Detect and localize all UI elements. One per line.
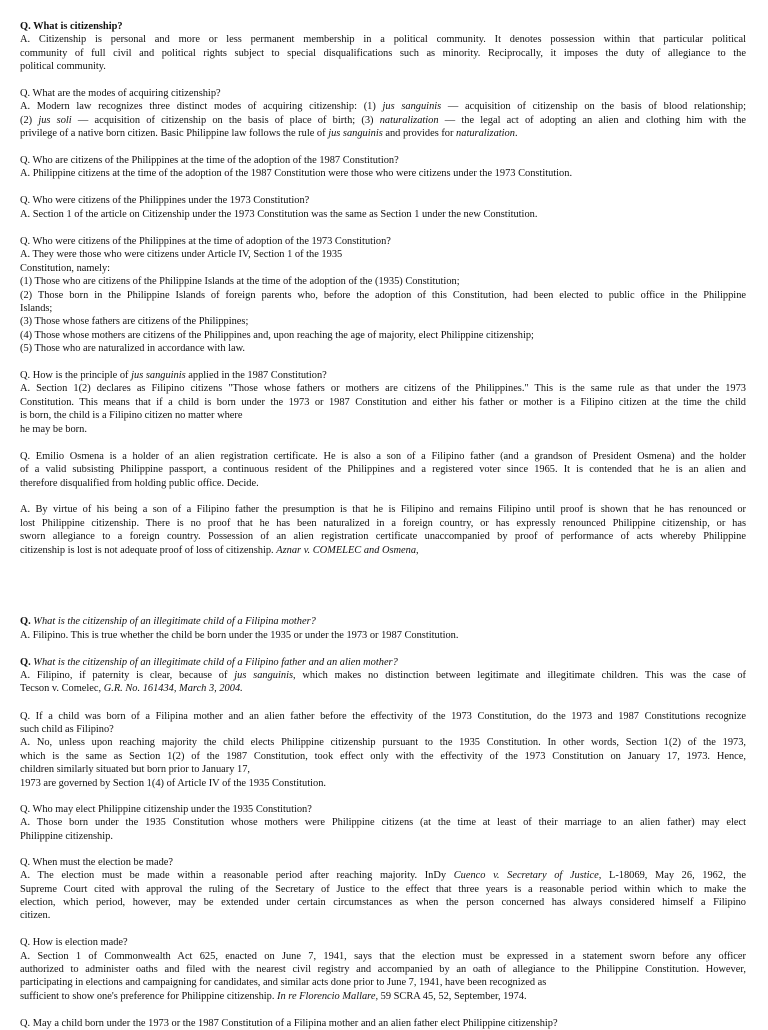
text-line [20,127,518,140]
text-line [20,342,245,355]
italic-term: Aznar v. COMELEC and Osmena, [276,545,419,556]
text-line [20,777,326,790]
question-marker: Q. [20,616,31,627]
text-line [20,763,250,776]
text-line [20,33,746,46]
text-line [20,803,312,816]
line-text: he may be born. [20,424,87,435]
italic-term: What is the citizenship of an illegitimate child of a Filipino father and an alien mother? [30,657,398,668]
line-text: Q. Who may elect Philippine citizenship under the 1935 Constitution? [20,804,312,815]
italic-term: In re Florencio Mallare, [277,991,379,1002]
text-line [20,463,746,476]
line-text: Q. Emilio Osmena is a holder of an alien registration certificate. He is also a son of a Filipino father (and a grandson of President Osmena) and the holder [20,451,746,462]
line-text: 1973 are governed by Section 1(4) of Article IV of the 1935 Constitution. [20,778,326,789]
line-text: therefore disqualified from holding public office. Decide. [20,478,259,489]
text-line [20,883,746,896]
text-line [20,669,746,682]
line-text: such child as Filipino? [20,724,114,735]
text-line [20,275,460,288]
text-line [20,47,746,60]
italic-term: jus sanguinis [234,670,294,681]
text-line [20,60,106,73]
text-line [20,517,746,530]
line-text: applied in the 1987 Constitution? [185,370,327,381]
line-text: Q. If a child was born of a Filipina mother and an alien father before the effectivity of the 1973 Constitution, do the 1973 and 1987 Constitutions recognize [20,711,746,722]
line-text: Supreme Court cited with approval the ruling of the Secretary of Justice to the effect that three years is a reasonable period within which to make the [20,884,746,895]
line-text: (5) Those who are naturalized in accordance with law. [20,343,246,354]
line-text: (2) Those born in the Philippine Islands of foreign parents who, before the adoption of this Constitution, had been elected to public office in the Philippine [20,290,746,301]
line-text: A. Section 1 of Commonwealth Act 625, enacted on June 7, 1941, says that the election must be expressed in a statement sworn before any officer [20,951,746,962]
text-line [20,990,527,1003]
text-line [20,396,746,409]
line-text: . [514,128,518,139]
italic-term: jus sanguinis [328,128,383,139]
italic-term: What is the citizenship of an illegitimate child of a Filipina mother? [30,616,316,627]
line-text: A. Citizenship is personal and more or less permanent membership in a political community. It denotes possession within that particular political [20,34,746,45]
line-text: lost Philippine citizenship. There is no proof that he has been naturalized in a foreign country, or has expressly renounced Philippine citizenship, or has [20,518,746,529]
line-text: — acquisition of citizenship on the basis of place of birth; (3) [71,115,380,126]
line-text: A. Modern law recognizes three distinct modes of acquiring citizenship: (1) [20,101,383,112]
line-text: Tecson v. Comelec [20,683,99,694]
text-line [20,315,248,328]
line-text: participating in elections and campaigning for candidates, and similar acts done prior to June 7, 1941, have been recognized as [20,977,547,988]
text-line [20,869,746,882]
text-line [20,167,572,180]
text-line [20,20,123,33]
text-line [20,154,399,167]
italic-term: naturalization [456,128,515,139]
text-line [20,369,327,382]
line-text: — the legal act of adopting an alien and clothing him with the [438,115,746,126]
line-text: A. Section 1(2) declares as Filipino citizens "Those whose fathers or mothers are citizens of the Philippines." This is the same rule as that under the 1973 [20,383,746,394]
line-text: Q. When must the election be made? [20,857,174,868]
question-marker: Q. What is citizenship? [20,21,123,32]
line-text: political community. [20,61,106,72]
question-marker: Q. [20,657,31,668]
line-text: election, which period, however, may be extended under certain circumstances as when the person concerned has always considered himself a Filipino [20,897,746,908]
line-text: privilege of a native born citizen. Basic Philippine law follows the rule of [20,128,329,139]
line-text: authorized to administer oaths and filed with the nearest civil registry and accompanied by an oath of allegiance to the Philippine Constitution. However, [20,964,746,975]
text-line [20,615,316,628]
line-text: A. Section 1 of the article on Citizenship under the 1973 Constitution was the same as Section 1 under the new Constitution. [20,209,538,220]
italic-term: , G.R. No. 161434, March 3, 2004. [98,683,243,694]
text-line [20,909,50,922]
text-line [20,656,398,669]
line-text: citizenship is lost is not adequate proof of loss of citizenship. [20,545,277,556]
line-text: community of full civil and political rights subject to special disqualifications such as minority. Reciprocally, it imposes the duty of allegiance to the [20,48,746,59]
text-line [20,194,309,207]
line-text: Q. Who are citizens of the Philippines at the time of the adoption of the 1987 Constitution? [20,155,399,166]
text-line [20,530,746,543]
text-line [20,235,391,248]
line-text: , which makes no distinction between legitimate and illegitimate children. This was the case of [293,670,746,681]
text-line [20,208,537,221]
text-line [20,682,243,695]
line-text: A. Filipino. This is true whether the child be born under the 1935 or under the 1973 or 1987 Constitution. [20,630,459,641]
line-text: A. The election must be made within a reasonable period after reaching majority. InDy [20,870,454,881]
line-text: Q. How is election made? [20,937,128,948]
text-line [20,816,746,829]
line-text: Q. May a child born under the 1973 or the 1987 Constitution of a Filipina mother and an alien father elect Philippine citizenship? [20,1018,558,1029]
line-text: A. By virtue of his being a son of a Filipino father the presumption is that he is Filipino and remains Filipino until proof is shown that he has renounced or [20,504,746,515]
text-line [20,544,419,557]
text-line [20,87,221,100]
text-line [20,450,746,463]
line-text: and provides for [382,128,457,139]
text-line [20,750,746,763]
text-line [20,382,746,395]
line-text: children similarly situated but born prior to January 17, [20,764,250,775]
text-line [20,262,110,275]
text-line [20,114,746,127]
line-text: A. Philippine citizens at the time of the adoption of the 1987 Constitution were those who were citizens under the 1973 Constitution. [20,168,573,179]
text-line [20,302,52,315]
line-text: A. No, unless upon reaching majority the child elects Philippine citizenship pursuant to the 1935 Constitution. In other words, Section 1(2) of the 1973, [20,737,746,748]
line-text: 59 SCRA 45, 52, September, 1974. [378,991,527,1002]
italic-term: Cuenco v. Secretary of Justice, [453,870,602,881]
text-line [20,629,458,642]
line-text: (4) Those whose mothers are citizens of the Philippines and, upon reaching the age of majority, elect Philippine citizenship; [20,330,534,341]
line-text: L-18069, May 26, 1962, the [601,870,746,881]
line-text: — acquisition of citizenship on the basis of blood relationship; [441,101,746,112]
text-line [20,423,87,436]
line-text: (3) Those whose fathers are citizens of the Philippines; [20,316,249,327]
text-line [20,950,746,963]
line-text: citizen. [20,910,51,921]
line-text: sworn allegiance to a foreign country. Possession of an alien registration certificate unaccompanied by proof of performance of acts whereby Philippine [20,531,746,542]
text-line [20,963,746,976]
line-text: Philippine citizenship. [20,831,113,842]
line-text: (1) Those who are citizens of the Philippine Islands at the time of the adoption of the (1935) Constitution; [20,276,460,287]
line-text: A. They were those who were citizens under Article IV, Section 1 of the 1935 [20,249,343,260]
text-line [20,856,173,869]
line-text: of a valid subsisting Philippine passport, a continuous resident of the Philippines and a registered voter since 1965. It is contended that he is an alien and [20,464,746,475]
text-line [20,936,128,949]
line-text: which is the same as Section 1(2) of the 1987 Constitution, took effect only with the effectivity of the 1973 Constitution on January 17, 1973. Hence, [20,751,746,762]
line-text: Q. What are the modes of acquiring citizenship? [20,88,221,99]
text-line [20,477,259,490]
italic-term: naturalization [379,115,439,126]
italic-term: jus sanguinis [131,370,186,381]
text-line [20,976,546,989]
text-line [20,736,746,749]
text-line [20,289,746,302]
line-text: A. Those born under the 1935 Constitution whose mothers were Philippine citizens (at the time at least of their marriage to an alien father) may elect [20,817,746,828]
line-text: is born, the child is a Filipino citizen no matter where [20,410,243,421]
line-text: (2) [20,115,39,126]
line-text: sufficient to show one's preference for Philippine citizenship. [20,991,278,1002]
line-text: Q. Who were citizens of the Philippines at the time of adoption of the 1973 Constitution? [20,236,391,247]
text-line [20,896,746,909]
text-line [20,248,342,261]
italic-term: jus sanguinis [382,101,442,112]
text-line [20,409,242,422]
text-line [20,503,746,516]
text-line [20,710,746,723]
text-line [20,830,113,843]
line-text: Constitution. This means that if a child is born under the 1973 or 1987 Constitution and either his father or mother is a Filipino citizen at the time the child [20,397,746,408]
line-text: Q. Who were citizens of the Philippines under the 1973 Constitution? [20,195,310,206]
line-text: Islands; [20,303,53,314]
text-line [20,723,114,736]
italic-term: jus soli [38,115,72,126]
line-text: A. Filipino, if paternity is clear, because of [20,670,235,681]
text-line [20,100,746,113]
text-line [20,329,534,342]
line-text: Q. How is the principle of [20,370,132,381]
line-text: Constitution, namely: [20,263,111,274]
